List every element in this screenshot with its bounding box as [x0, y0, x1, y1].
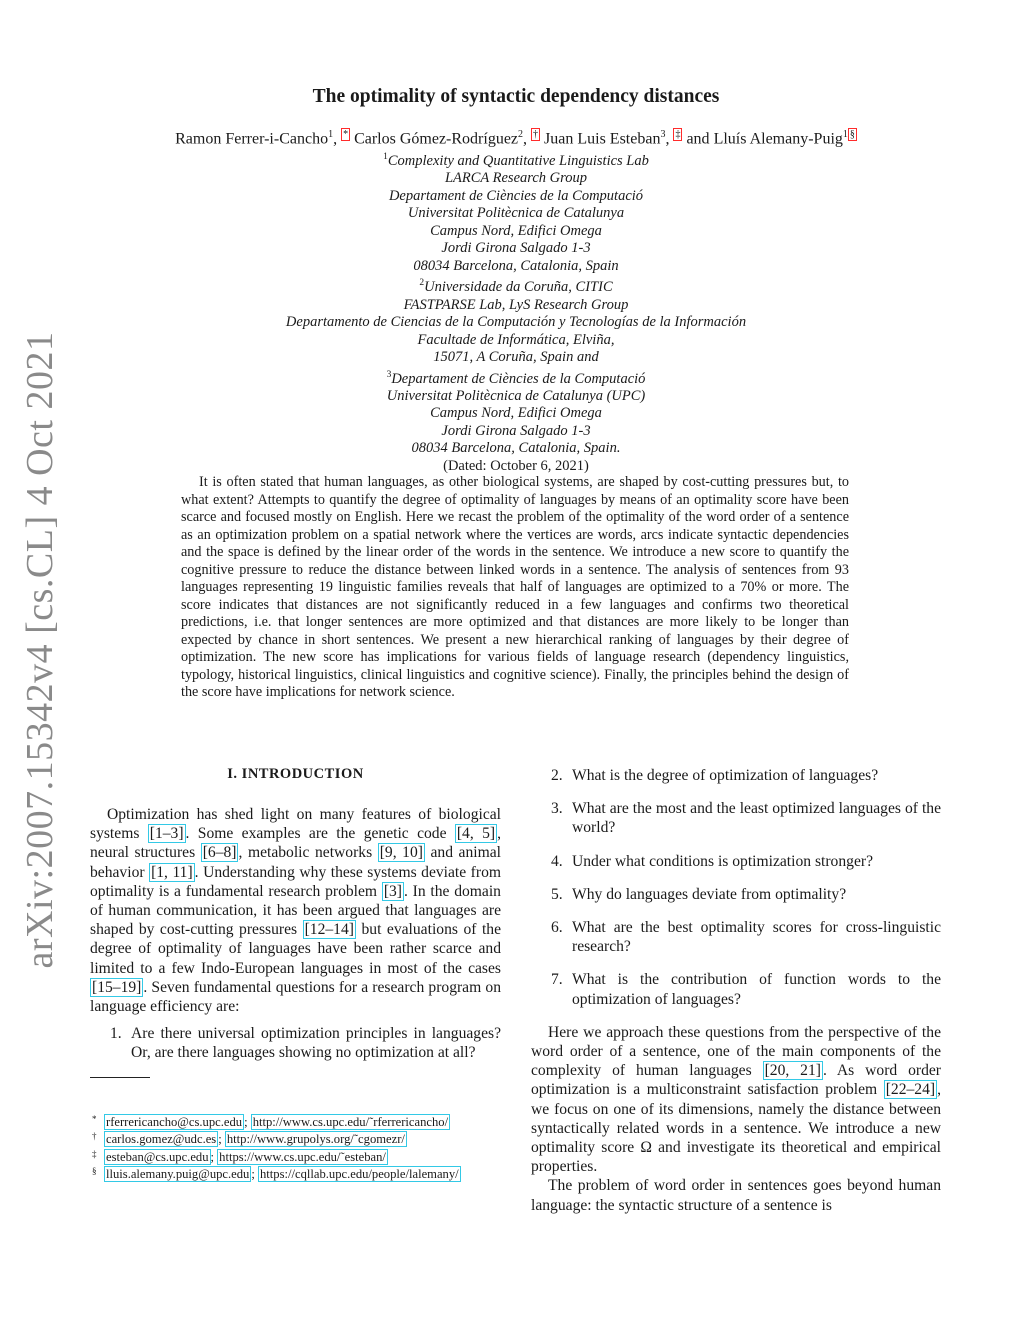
paper-date: (Dated: October 6, 2021)	[443, 457, 589, 474]
author-footnote-link[interactable]: *	[343, 129, 349, 140]
author-footnote-link[interactable]: †	[533, 129, 539, 140]
footnote: § lluis.alemany.puig@upc.edu ; https://cqllab.upc.edu/people/lalemany/	[92, 1166, 459, 1182]
question-item: 3. What are the most and the least optimized languages of the world?	[551, 800, 941, 837]
footnotes	[90, 1114, 501, 1184]
author-name: Carlos Gómez-Rodríguez	[354, 130, 519, 148]
question-item: 1. Are there universal optimization principles in languages? Or, are there languages showing no optimization at all?	[110, 1025, 501, 1062]
footnote: ‡ esteban@cs.upc.edu ; https://www.cs.upc.edu/˜esteban/	[92, 1148, 386, 1164]
author-name: Lluís Alemany-Puig	[713, 130, 843, 148]
footnote-divider	[90, 1077, 150, 1078]
citation-link[interactable]: [22–24]	[885, 1081, 936, 1099]
author-footnote-link[interactable]: ‡	[675, 129, 681, 140]
intro-paragraph-1: Optimization has shed light on many features of biological systems [1–3] . Some examples are the genetic code [4, 5] , neural structures [6–8] , metabolic networks [9, 10] and animal behavior [1, 11] . Understanding why these systems deviate from optimality is a fundamental research problem [3] . In the domain of human communication, it has been argued that languages are shaped by cost-cutting pressures [12–14] but evaluations of the degree of optimality of languages have been rather scarce and limited to a few Indo-European languages in most of the cases [15–19] . Seven fundamental questions for a research program on language efficiency are:	[90, 806, 501, 1016]
abstract: It is often stated that human languages, as other biological systems, are shaped by cost-cutting pressures but, to what extent? Attempts to quantify the degree of optimality of languages by means of an optimality score have been scarce and focused mostly on English. Here we recast the problem of the optimality of the word order of a sentence as an optimization problem on a spatial network where the vertices are words, arcs indicate syntactic dependencies and the space is defined by the linear order of the words in the sentence. We introduce a new score to quantify the cognitive pressure to reduce the distance between linked words in a sentence. The analysis of sentences from 93 languages representing 19 linguistic families reveals that half of languages are optimized to a 70% or more. The score indicates that distances are not significantly reduced in a few languages and confirms two theoretical predictions, i.e. that longer sentences are more optimized and that distances are more likely to be longer than expected by chance in short sentences. We present a new hierarchical ranking of languages by their degree of optimization. The new score has implications for various fields of language research (dependency linguistics, typology, historical linguistics, clinical linguistics and cognitive science). Finally, the principles behind the design of the score have implications for network science.	[181, 474, 849, 700]
author-affil-sup: 1	[842, 129, 848, 140]
citation-link[interactable]: [20, 21]	[764, 1062, 821, 1080]
email-link[interactable]: carlos.gomez@udc.es	[106, 1132, 217, 1147]
section-heading-introduction: I. INTRODUCTION	[227, 766, 364, 782]
homepage-link[interactable]: https://cqllab.upc.edu/people/lalemany/	[260, 1167, 459, 1182]
affiliation-line: $^2$Universidade da Coruña, CITIC	[419, 278, 613, 296]
affiliation-line: Departamento de Ciencias de la Computación y Tecnologías de la Información	[285, 314, 747, 331]
affiliation-line: 15071, A Coruña, Spain and	[433, 349, 599, 366]
citation-link[interactable]: [9, 10]	[379, 844, 423, 862]
question-list-continued	[531, 766, 941, 1009]
author-footnote-link[interactable]: §	[849, 129, 855, 140]
email-link[interactable]: lluis.alemany.puig@upc.edu	[106, 1167, 250, 1182]
author-name: Juan Luis Esteban	[544, 130, 661, 148]
homepage-link[interactable]: http://www.grupolys.org/˜cgomezr/	[226, 1132, 405, 1147]
citation-link[interactable]: [6–8]	[202, 844, 237, 862]
affiliation-line: Campus Nord, Edifici Omega	[430, 405, 602, 422]
affiliation-line: $^1$Complexity and Quantitative Linguistics Lab	[383, 152, 649, 169]
citation-link[interactable]: [1, 11]	[151, 863, 193, 881]
right-column	[531, 766, 941, 1215]
affiliation-line: Universitat Politècnica de Catalunya	[407, 205, 625, 222]
affiliation-line: 08034 Barcelona, Catalonia, Spain.	[411, 440, 621, 457]
homepage-link[interactable]: https://www.cs.upc.edu/˜esteban/	[219, 1149, 386, 1164]
arxiv-identifier: arXiv:2007.15342v4 [cs.CL] 4 Oct 2021	[19, 331, 61, 969]
paper-title: The optimality of syntactic dependency distances	[312, 86, 720, 107]
affiliation-line: Universitat Politècnica de Catalunya (UPC)	[386, 387, 646, 404]
question-item: 5. Why do languages deviate from optimality?	[551, 885, 847, 903]
affiliation-line: 08034 Barcelona, Catalonia, Spain	[413, 257, 619, 274]
question-item: 6. What are the best optimality scores for cross-linguistic research?	[551, 919, 941, 956]
affiliation-line: Campus Nord, Edifici Omega	[430, 222, 602, 239]
citation-link[interactable]: [15–19]	[92, 978, 142, 996]
email-link[interactable]: esteban@cs.upc.edu	[106, 1149, 209, 1164]
author-name: Ramon Ferrer-i-Cancho	[175, 130, 329, 148]
footnote: † carlos.gomez@udc.es ; http://www.grupolys.org/˜cgomezr/	[92, 1131, 405, 1147]
author-affil-sup: 2	[518, 129, 524, 140]
question-item: 7. What is the contribution of function words to the optimization of languages?	[551, 971, 941, 1008]
affiliations-block	[180, 149, 852, 475]
affiliation-line: Departament de Ciències de la Computació	[388, 187, 644, 204]
affiliation-line: Jordi Girona Salgado 1-3	[441, 422, 591, 439]
author-affil-sup: 3	[660, 129, 666, 140]
author-line: Ramon Ferrer-i-Cancho$^1$, * Carlos Gómez-Rodríguez$^2$, † Juan Luis Esteban$^3$, ‡ and Lluís Alemany-Puig$^1$ §	[175, 129, 855, 148]
left-column	[90, 766, 501, 1184]
question-item: 4. Under what conditions is optimization stronger?	[551, 852, 873, 870]
affiliation-line: FASTPARSE Lab, LyS Research Group	[403, 296, 629, 313]
intro-paragraph-2: Here we approach these questions from the perspective of the word order of a sentence, one of the main components of the complexity of human languages [20, 21] . As word order optimization is a multiconstraint satisfaction problem [22–24] , we focus on one of its dimensions, namely the distance between syntactically related words in a sentence. We introduce a new optimality score Ω and investigate its theoretical and empirical properties.	[531, 1023, 942, 1176]
footnote: * rferrericancho@cs.upc.edu ; http://www.cs.upc.edu/˜rferrericancho/	[92, 1113, 449, 1129]
affiliation-line: Jordi Girona Salgado 1-3	[441, 240, 591, 257]
question-list	[90, 1024, 501, 1062]
citation-link[interactable]: [1–3]	[149, 825, 184, 843]
affiliation-line: LARCA Research Group	[444, 170, 588, 187]
intro-paragraph-3: The problem of word order in sentences goes beyond human language: the syntactic structure of a sentence is	[531, 1177, 941, 1214]
question-item: 2. What is the degree of optimization of languages?	[551, 767, 879, 784]
homepage-link[interactable]: http://www.cs.upc.edu/˜rferrericancho/	[252, 1114, 449, 1129]
citation-link[interactable]: [3]	[383, 882, 402, 900]
citation-link[interactable]: [12–14]	[304, 921, 354, 939]
arxiv-side-stamp	[0, 0, 80, 1325]
affiliation-line: $^3$Departament de Ciències de la Computació	[386, 369, 646, 387]
email-link[interactable]: rferrericancho@cs.upc.edu	[106, 1114, 243, 1129]
affiliation-line: Facultade de Informática, Elviña,	[417, 331, 615, 348]
citation-link[interactable]: [4, 5]	[456, 825, 496, 843]
author-affil-sup: 1	[328, 129, 334, 140]
